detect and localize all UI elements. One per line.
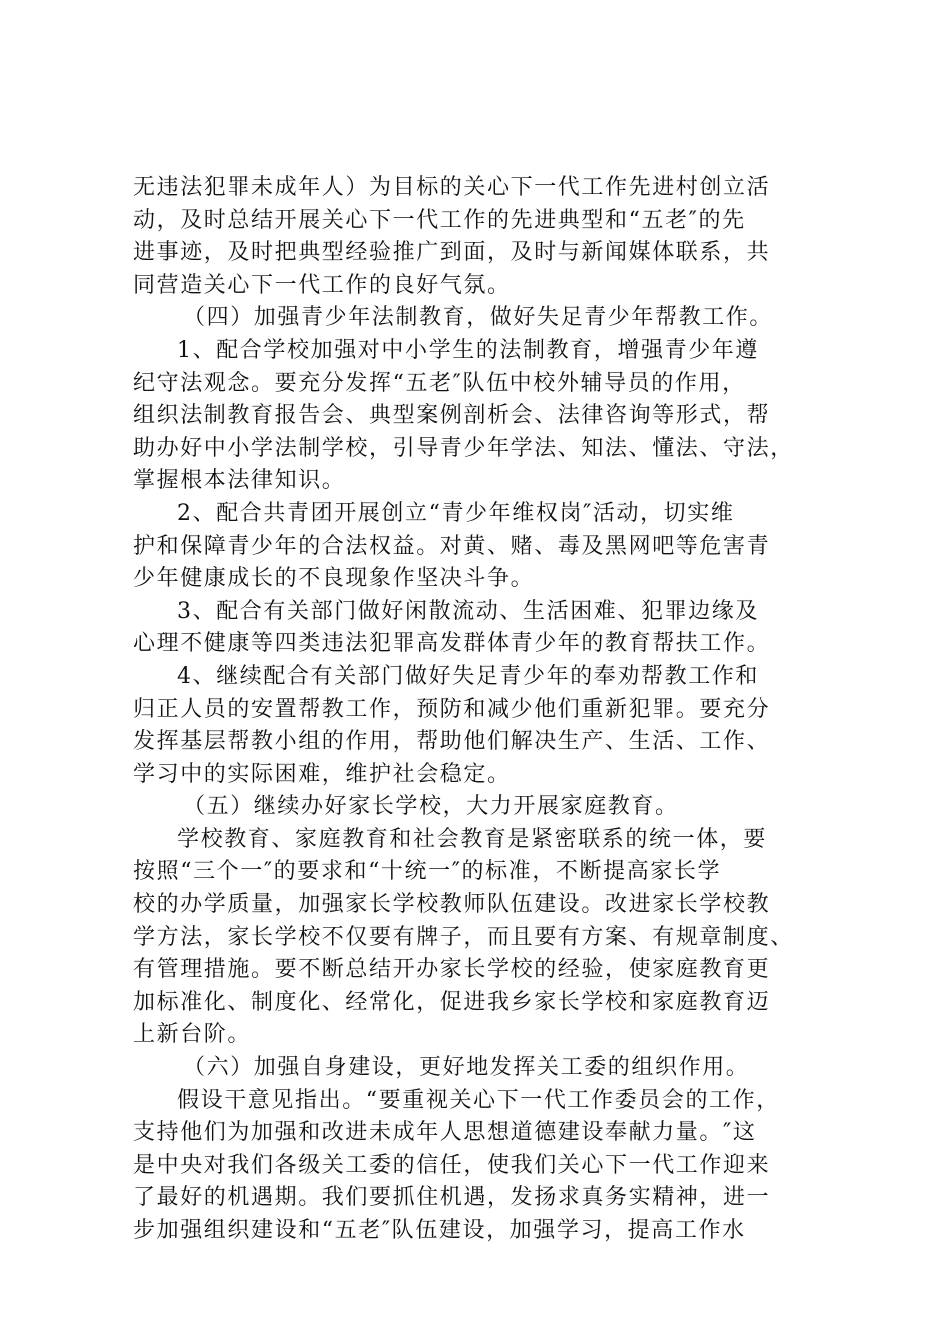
text-line: 上新台阶。 bbox=[133, 1022, 252, 1048]
text-line: 动，及时总结开展关心下一代工作的先进典型和“五老″的先 bbox=[133, 207, 746, 233]
text-line: 护和保障青少年的合法权益。对黄、赌、毒及黑网吧等危害青 bbox=[133, 533, 771, 559]
text-line: 4、继续配合有关部门做好失足青少年的奉劝帮教工作和 bbox=[177, 663, 759, 689]
text-line: 学校教育、家庭教育和社会教育是紧密联系的统一体，要 bbox=[177, 826, 768, 852]
text-line: 进事迹，及时把典型经验推广到面，及时与新闻媒体联系，共 bbox=[133, 240, 771, 266]
text-line: 按照“三个一″的要求和“十统一″的标准，不断提高家长学 bbox=[133, 859, 722, 885]
text-line: 助办好中小学法制学校，引导青少年学法、知法、懂法、守法， bbox=[133, 435, 794, 461]
text-line: 1、配合学校加强对中小学生的法制教育，增强青少年遵 bbox=[177, 337, 759, 363]
text-line: 掌握根本法律知识。 bbox=[133, 468, 346, 494]
text-line: 发挥基层帮教小组的作用，帮助他们解决生产、生活、工作、 bbox=[133, 729, 771, 755]
text-line: 学方法，家长学校不仅要有牌子，而且要有方案、有规章制度、 bbox=[133, 924, 794, 950]
text-line: 同营造关心下一代工作的良好气氛。 bbox=[133, 272, 511, 298]
text-line: 加标准化、制度化、经常化，促进我乡家长学校和家庭教育迈 bbox=[133, 989, 771, 1015]
text-line: 纪守法观念。要充分发挥“五老″队伍中校外辅导员的作用， bbox=[133, 370, 746, 396]
text-line: 无违法犯罪未成年人）为目标的关心下一代工作先进村创立活 bbox=[133, 175, 771, 200]
text-line: 少年健康成长的不良现象作坚决斗争。 bbox=[133, 566, 535, 592]
text-line: 2、配合共青团开展创立“青少年维权岗″活动，切实维 bbox=[177, 500, 735, 526]
text-line: 是中央对我们各级关工委的信任，使我们关心下一代工作迎来 bbox=[133, 1152, 771, 1178]
body-text bbox=[133, 172, 833, 1248]
text-line: 有管理措施。要不断总结开办家长学校的经验，使家庭教育更 bbox=[133, 957, 771, 983]
text-line: 学习中的实际困难，维护社会稳定。 bbox=[133, 761, 511, 787]
text-line: 支持他们为加强和改进未成年人思想道德建设奉献力量。″这 bbox=[133, 1120, 757, 1146]
text-line: 3、配合有关部门做好闲散流动、生活困难、犯罪边缘及 bbox=[177, 598, 759, 624]
section-heading: （六）加强自身建设，更好地发挥关工委的组织作用。 bbox=[183, 1055, 750, 1081]
section-heading: （四）加强青少年法制教育，做好失足青少年帮教工作。 bbox=[183, 305, 774, 331]
text-line: 归正人员的安置帮教工作，预防和减少他们重新犯罪。要充分 bbox=[133, 696, 771, 722]
text-line: 了最好的机遇期。我们要抓住机遇，发扬求真务实精神，进一 bbox=[133, 1185, 771, 1211]
text-line: 组织法制教育报告会、典型案例剖析会、法律咨询等形式，帮 bbox=[133, 403, 771, 429]
text-line: 校的办学质量，加强家长学校教师队伍建设。改进家长学校教 bbox=[133, 892, 771, 918]
section-heading: （五）继续办好家长学校，大力开展家庭教育。 bbox=[183, 794, 679, 820]
text-line: 心理不健康等四类违法犯罪高发群体青少年的教育帮扶工作。 bbox=[133, 631, 771, 657]
text-line: 步加强组织建设和“五老″队伍建设，加强学习，提高工作水 bbox=[133, 1218, 746, 1243]
text-line: 假设干意见指出。“要重视关心下一代工作委员会的工作， bbox=[177, 1087, 780, 1113]
